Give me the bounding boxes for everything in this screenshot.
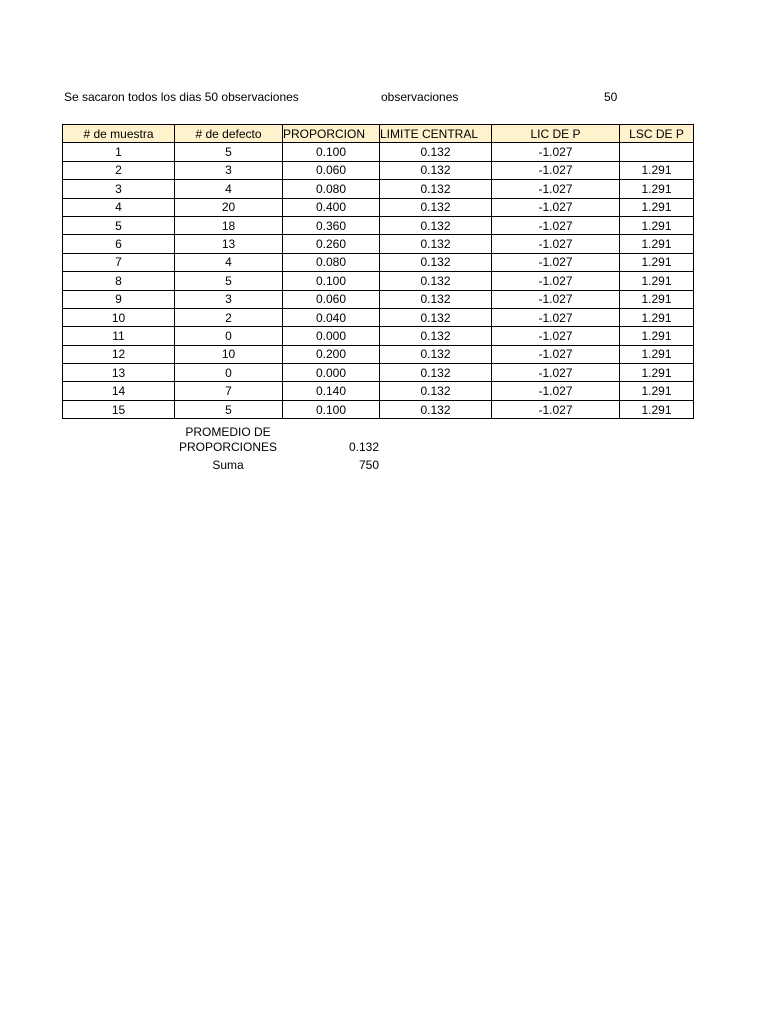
promedio-label: PROMEDIO DE PROPORCIONES <box>178 425 277 454</box>
limite-central-cell: 0.132 <box>380 272 492 290</box>
lsc-cell <box>620 143 694 161</box>
lic-cell: -1.027 <box>492 308 620 326</box>
limite-central-cell: 0.132 <box>380 235 492 253</box>
lsc-cell: 1.291 <box>620 180 694 198</box>
muestra-cell: 10 <box>63 308 175 326</box>
proporcion-cell: 0.040 <box>283 308 380 326</box>
proporcion-cell: 0.060 <box>283 161 380 179</box>
lic-cell: -1.027 <box>492 345 620 363</box>
table-row <box>63 327 694 345</box>
lic-cell: -1.027 <box>492 143 620 161</box>
limite-central-cell: 0.132 <box>380 216 492 234</box>
defecto-cell: 0 <box>175 327 283 345</box>
defecto-cell: 5 <box>175 400 283 418</box>
muestra-cell: 5 <box>63 216 175 234</box>
table-row <box>63 198 694 216</box>
lsc-cell: 1.291 <box>620 216 694 234</box>
table-row <box>63 272 694 290</box>
muestra-cell: 13 <box>63 364 175 382</box>
muestra-cell: 12 <box>63 345 175 363</box>
table-row <box>63 308 694 326</box>
muestra-cell: 2 <box>63 161 175 179</box>
proporcion-cell: 0.140 <box>283 382 380 400</box>
muestra-cell: 14 <box>63 382 175 400</box>
table-header-row <box>63 125 694 143</box>
muestra-cell: 11 <box>63 327 175 345</box>
table-row <box>63 235 694 253</box>
lsc-cell: 1.291 <box>620 308 694 326</box>
lsc-cell: 1.291 <box>620 235 694 253</box>
lic-cell: -1.027 <box>492 180 620 198</box>
limite-central-cell: 0.132 <box>380 364 492 382</box>
defecto-cell: 7 <box>175 382 283 400</box>
defecto-cell: 4 <box>175 180 283 198</box>
proporcion-cell: 0.260 <box>283 235 380 253</box>
column-header-lic: LIC DE P <box>492 125 620 143</box>
defecto-cell: 3 <box>175 290 283 308</box>
defecto-cell: 5 <box>175 272 283 290</box>
table-row <box>63 345 694 363</box>
observaciones-label: observaciones <box>381 90 459 104</box>
proporcion-cell: 0.100 <box>283 272 380 290</box>
column-header-limite-central: LIMITE CENTRAL <box>380 125 492 143</box>
data-table <box>62 124 694 419</box>
proporcion-cell: 0.080 <box>283 180 380 198</box>
table-row <box>63 143 694 161</box>
muestra-cell: 3 <box>63 180 175 198</box>
defecto-cell: 10 <box>175 345 283 363</box>
limite-central-cell: 0.132 <box>380 180 492 198</box>
defecto-cell: 4 <box>175 253 283 271</box>
lic-cell: -1.027 <box>492 290 620 308</box>
column-header-muestra: # de muestra <box>63 125 175 143</box>
lsc-cell: 1.291 <box>620 272 694 290</box>
table-row <box>63 364 694 382</box>
muestra-cell: 8 <box>63 272 175 290</box>
suma-label: Suma <box>212 458 244 472</box>
lsc-cell: 1.291 <box>620 364 694 382</box>
promedio-value: 0.132 <box>348 440 379 454</box>
muestra-cell: 6 <box>63 235 175 253</box>
limite-central-cell: 0.132 <box>380 345 492 363</box>
table-row <box>63 216 694 234</box>
observaciones-value: 50 <box>604 90 618 104</box>
lic-cell: -1.027 <box>492 327 620 345</box>
lsc-cell: 1.291 <box>620 327 694 345</box>
lsc-cell: 1.291 <box>620 382 694 400</box>
suma-value: 750 <box>358 458 379 472</box>
proporcion-cell: 0.080 <box>283 253 380 271</box>
limite-central-cell: 0.132 <box>380 327 492 345</box>
table-row <box>63 161 694 179</box>
table-row <box>63 253 694 271</box>
defecto-cell: 18 <box>175 216 283 234</box>
limite-central-cell: 0.132 <box>380 400 492 418</box>
limite-central-cell: 0.132 <box>380 198 492 216</box>
lsc-cell: 1.291 <box>620 400 694 418</box>
proporcion-cell: 0.400 <box>283 198 380 216</box>
limite-central-cell: 0.132 <box>380 143 492 161</box>
defecto-cell: 3 <box>175 161 283 179</box>
table-row <box>63 180 694 198</box>
table-row <box>63 400 694 418</box>
muestra-cell: 15 <box>63 400 175 418</box>
lic-cell: -1.027 <box>492 272 620 290</box>
lic-cell: -1.027 <box>492 400 620 418</box>
defecto-cell: 20 <box>175 198 283 216</box>
lic-cell: -1.027 <box>492 253 620 271</box>
muestra-cell: 7 <box>63 253 175 271</box>
proporcion-cell: 0.200 <box>283 345 380 363</box>
lic-cell: -1.027 <box>492 198 620 216</box>
lsc-cell: 1.291 <box>620 253 694 271</box>
limite-central-cell: 0.132 <box>380 161 492 179</box>
proporcion-cell: 0.360 <box>283 216 380 234</box>
lsc-cell: 1.291 <box>620 345 694 363</box>
proporcion-cell: 0.000 <box>283 364 380 382</box>
limite-central-cell: 0.132 <box>380 382 492 400</box>
muestra-cell: 1 <box>63 143 175 161</box>
muestra-cell: 4 <box>63 198 175 216</box>
column-header-proporcion: PROPORCION <box>283 125 380 143</box>
limite-central-cell: 0.132 <box>380 290 492 308</box>
lic-cell: -1.027 <box>492 235 620 253</box>
defecto-cell: 0 <box>175 364 283 382</box>
column-header-lsc: LSC DE P <box>620 125 694 143</box>
limite-central-cell: 0.132 <box>380 253 492 271</box>
defecto-cell: 5 <box>175 143 283 161</box>
table-row <box>63 290 694 308</box>
table-body <box>63 143 694 419</box>
column-header-defecto: # de defecto <box>175 125 283 143</box>
intro-text: Se sacaron todos los dias 50 observaciones <box>64 90 299 104</box>
proporcion-cell: 0.100 <box>283 143 380 161</box>
lsc-cell: 1.291 <box>620 161 694 179</box>
limite-central-cell: 0.132 <box>380 308 492 326</box>
lic-cell: -1.027 <box>492 161 620 179</box>
lic-cell: -1.027 <box>492 216 620 234</box>
lsc-cell: 1.291 <box>620 290 694 308</box>
lic-cell: -1.027 <box>492 364 620 382</box>
defecto-cell: 13 <box>175 235 283 253</box>
lic-cell: -1.027 <box>492 382 620 400</box>
defecto-cell: 2 <box>175 308 283 326</box>
proporcion-cell: 0.060 <box>283 290 380 308</box>
table-row <box>63 382 694 400</box>
lsc-cell: 1.291 <box>620 198 694 216</box>
muestra-cell: 9 <box>63 290 175 308</box>
proporcion-cell: 0.100 <box>283 400 380 418</box>
proporcion-cell: 0.000 <box>283 327 380 345</box>
